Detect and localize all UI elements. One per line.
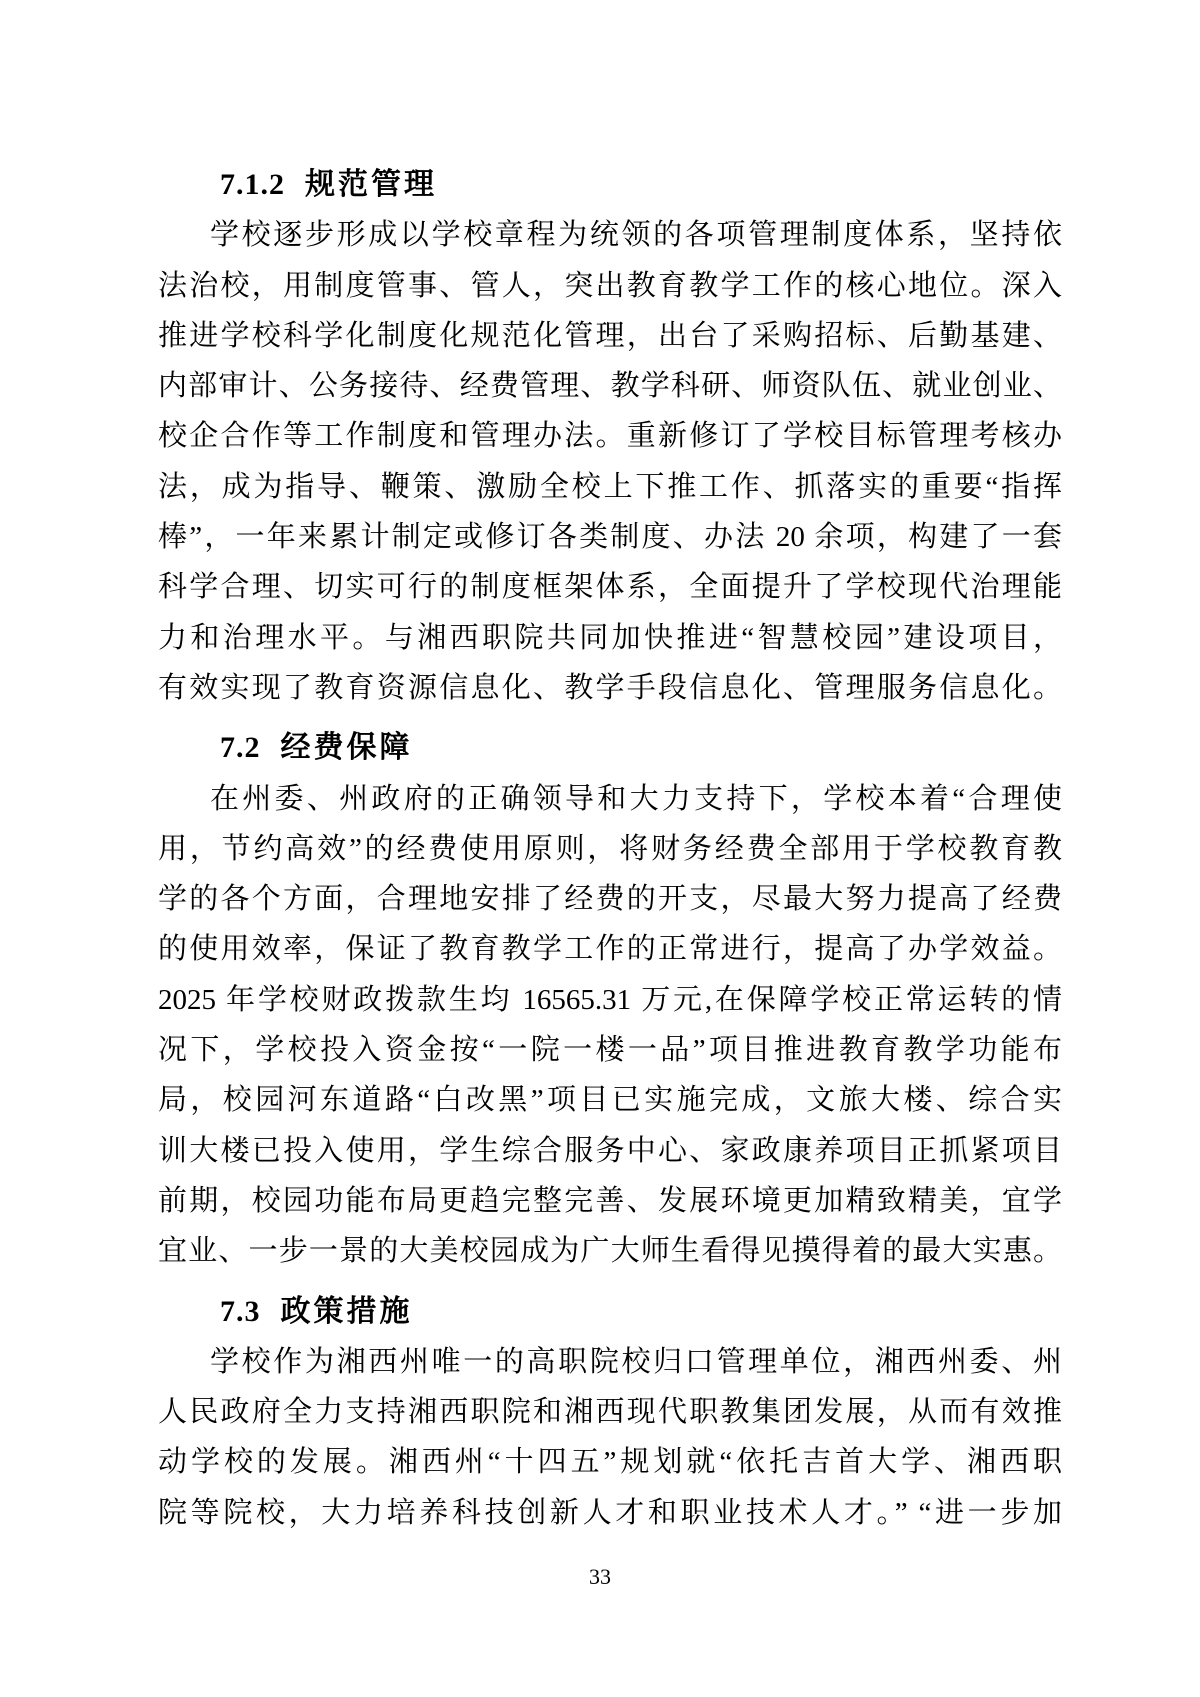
body-line: 在州委、州政府的正确领导和大力支持下，学校本着“合理使	[210, 782, 1062, 815]
body-line: 院等院校，大力培养科技创新人才和职业技术人才。” “进一步加	[158, 1496, 1062, 1529]
body-line: 用，节约高效”的经费使用原则，将财务经费全部用于学校教育教	[158, 832, 1062, 865]
body-line: 校企合作等工作制度和管理办法。重新修订了学校目标管理考核办	[158, 420, 1062, 453]
body-line: 的使用效率，保证了教育教学工作的正常进行，提高了办学效益。	[158, 933, 1062, 966]
body-line: 局，校园河东道路“白改黑”项目已实施完成，文旅大楼、综合实	[158, 1084, 1062, 1117]
body-line: 训大楼已投入使用，学生综合服务中心、家政康养项目正抓紧项目	[158, 1134, 1062, 1167]
section-number: 7.1.2	[220, 168, 285, 201]
body-line: 法治校，用制度管事、管人，突出教育教学工作的核心地位。深入	[158, 269, 1062, 302]
body-line: 学校作为湘西州唯一的高职院校归口管理单位，湘西州委、州	[210, 1345, 1062, 1378]
body-line: 科学合理、切实可行的制度框架体系，全面提升了学校现代治理能	[158, 571, 1062, 604]
section-title: 规范管理	[305, 168, 437, 201]
body-line: 前期，校园功能布局更趋完整完善、发展环境更加精致精美，宜学	[158, 1184, 1062, 1217]
body-line: 学校逐步形成以学校章程为统领的各项管理制度体系，坚持依	[210, 219, 1062, 252]
body-line: 2025 年学校财政拨款生均 16565.31 万元,在保障学校正常运转的情	[158, 983, 1062, 1016]
section-heading-712	[220, 160, 1062, 210]
page-number: 33	[589, 1564, 611, 1589]
body-line: 宜业、一步一景的大美校园成为广大师生看得见摸得着的最大实惠。	[158, 1235, 1062, 1268]
section-number: 7.3	[220, 1294, 261, 1328]
section-number: 7.2	[220, 731, 261, 765]
body-line: 棒”，一年来累计制定或修订各类制度、办法 20 余项，构建了一套	[158, 521, 1062, 554]
section-title: 经费保障	[280, 731, 413, 765]
body-line: 动学校的发展。湘西州“十四五”规划就“依托吉首大学、湘西职	[158, 1446, 1062, 1479]
section-heading-72	[220, 723, 1062, 773]
body-line: 法，成为指导、鞭策、激励全校上下推工作、抓落实的重要“指挥	[158, 470, 1062, 503]
section-title: 政策措施	[280, 1294, 413, 1328]
body-line: 人民政府全力支持湘西职院和湘西现代职教集团发展，从而有效推	[158, 1396, 1062, 1429]
body-line: 力和治理水平。与湘西职院共同加快推进“智慧校园”建设项目，	[158, 621, 1062, 654]
body-line: 推进学校科学化制度化规范化管理，出台了采购招标、后勤基建、	[158, 319, 1062, 352]
body-line: 况下，学校投入资金按“一院一楼一品”项目推进教育教学功能布	[158, 1034, 1062, 1067]
body-line: 学的各个方面，合理地安排了经费的开支，尽最大努力提高了经费	[158, 883, 1062, 916]
body-line: 内部审计、公务接待、经费管理、教学科研、师资队伍、就业创业、	[158, 370, 1062, 403]
section-heading-73	[220, 1287, 1062, 1337]
body-line: 有效实现了教育资源信息化、教学手段信息化、管理服务信息化。	[158, 671, 1062, 704]
page-content	[158, 160, 1062, 1538]
